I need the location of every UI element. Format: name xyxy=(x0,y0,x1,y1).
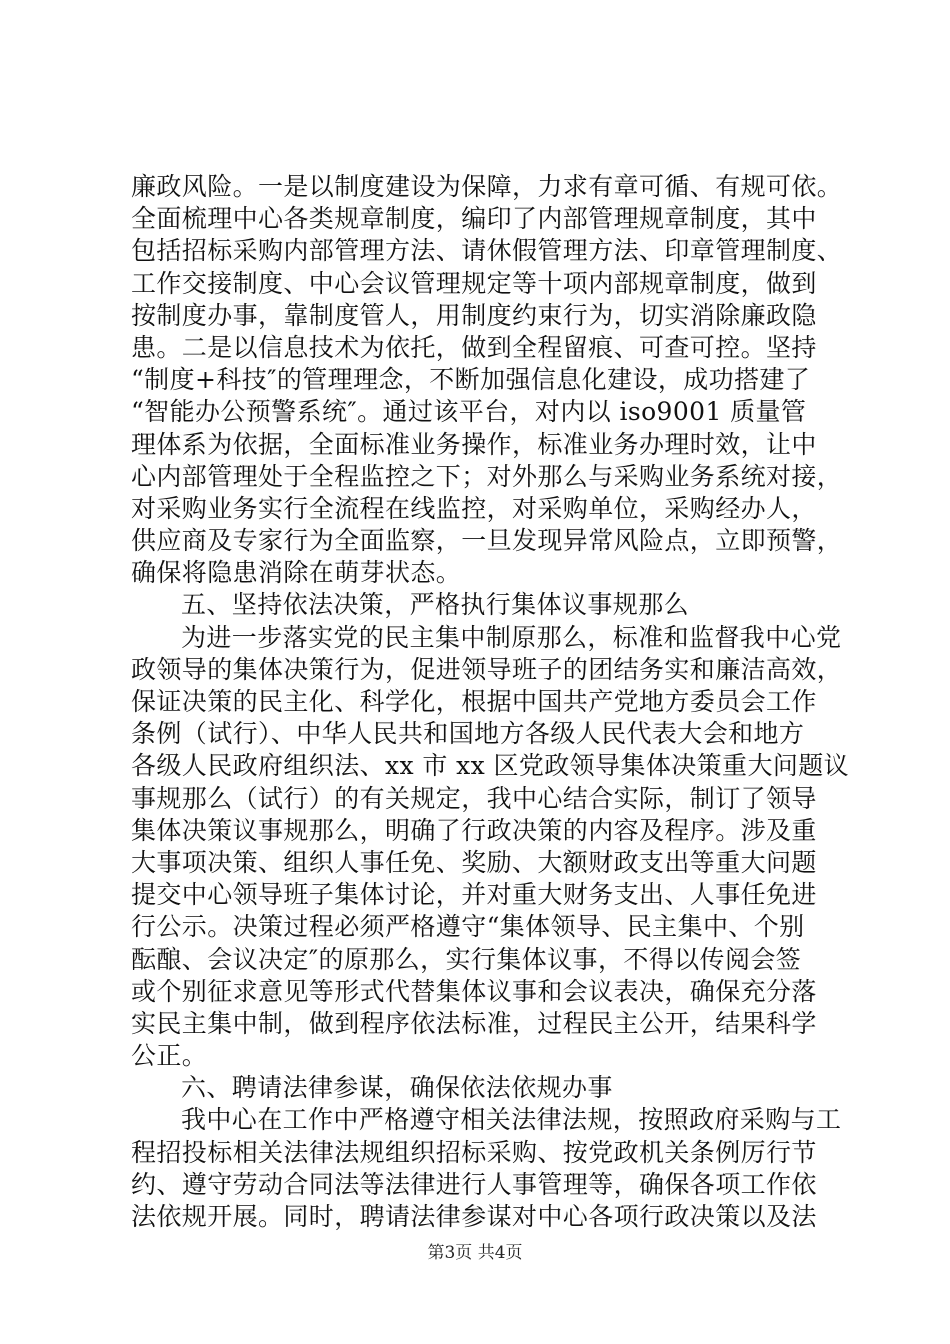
text-line: 供应商及专家行为全面监察，一旦发现异常风险点，立即预警， xyxy=(131,526,843,556)
text-line: 工作交接制度、中心会议管理规定等十项内部规章制度，做到 xyxy=(131,268,817,298)
text-line: 条例（试行）、中华人民共和国地方各级人民代表大会和地方 xyxy=(131,719,805,749)
text-line: 六、聘请法律参谋，确保依法依规办事 xyxy=(181,1073,613,1103)
text-line: 实民主集中制，做到程序依法标准，过程民主公开，结果科学 xyxy=(131,1008,817,1038)
text-line: 廉政风险。一是以制度建设为保障，力求有章可循、有规可依。 xyxy=(131,172,843,201)
text-line: 心内部管理处于全程监控之下；对外那么与采购业务系统对接， xyxy=(131,461,843,491)
text-line: 酝酿、会议决定″的原那么，实行集体议事，不得以传阅会签 xyxy=(131,944,802,974)
text-line: 各级人民政府组织法、xx 市 xx 区党政领导集体决策重大问题议 xyxy=(131,751,850,781)
text-line: 患。二是以信息技术为依托，做到全程留痕、可查可控。坚持 xyxy=(131,332,817,362)
text-line: 约、遵守劳动合同法等法律进行人事管理等，确保各项工作依 xyxy=(131,1169,817,1199)
text-line: 我中心在工作中严格遵守相关法律法规，按照政府采购与工 xyxy=(181,1105,842,1135)
text-line: 包括招标采购内部管理方法、请休假管理方法、印章管理制度、 xyxy=(131,236,843,266)
text-line: 对采购业务实行全流程在线监控，对采购单位，采购经办人， xyxy=(131,493,817,523)
document-body xyxy=(131,171,850,1233)
text-line: 理体系为依据，全面标准业务操作，标准业务办理时效，让中 xyxy=(131,429,817,459)
text-line: 五、坚持依法决策，严格执行集体议事规那么 xyxy=(181,590,690,620)
text-line: 集体决策议事规那么，明确了行政决策的内容及程序。涉及重 xyxy=(131,815,817,845)
text-line: 程招投标相关法律法规组织招标采购、按党政机关条例厉行节 xyxy=(131,1137,817,1167)
text-line: 保证决策的民主化、科学化，根据中国共产党地方委员会工作 xyxy=(131,687,817,716)
text-line: 或个别征求意见等形式代替集体议事和会议表决，确保充分落 xyxy=(131,976,817,1006)
text-line: 法依规开展。同时，聘请法律参谋对中心各项行政决策以及法 xyxy=(131,1202,817,1231)
text-line: 大事项决策、组织人事任免、奖励、大额财政支出等重大问题 xyxy=(131,847,817,877)
text-line: 确保将隐患消除在萌芽状态。 xyxy=(131,558,462,588)
text-line: 事规那么（试行）的有关规定，我中心结合实际，制订了领导 xyxy=(131,783,817,813)
text-line: 为进一步落实党的民主集中制原那么，标准和监督我中心党 xyxy=(181,622,842,652)
page-footer: 第3页 共4页 xyxy=(427,1243,523,1263)
text-line: 按制度办事，靠制度管人，用制度约束行为，切实消除廉政隐 xyxy=(131,300,817,330)
text-line: 公正。 xyxy=(131,1041,208,1071)
text-line: “制度+科技″的管理理念，不断加强信息化建设，成功搭建了 xyxy=(131,365,811,395)
text-line: 行公示。决策过程必须严格遵守“集体领导、民主集中、个别 xyxy=(131,912,805,942)
text-line: 政领导的集体决策行为，促进领导班子的团结务实和廉洁高效， xyxy=(131,654,843,684)
text-line: 提交中心领导班子集体讨论，并对重大财务支出、人事任免进 xyxy=(131,880,817,910)
text-line: 全面梳理中心各类规章制度，编印了内部管理规章制度，其中 xyxy=(131,204,817,234)
text-line: “智能办公预警系统″。通过该平台，对内以 iso9001 质量管 xyxy=(131,397,807,427)
